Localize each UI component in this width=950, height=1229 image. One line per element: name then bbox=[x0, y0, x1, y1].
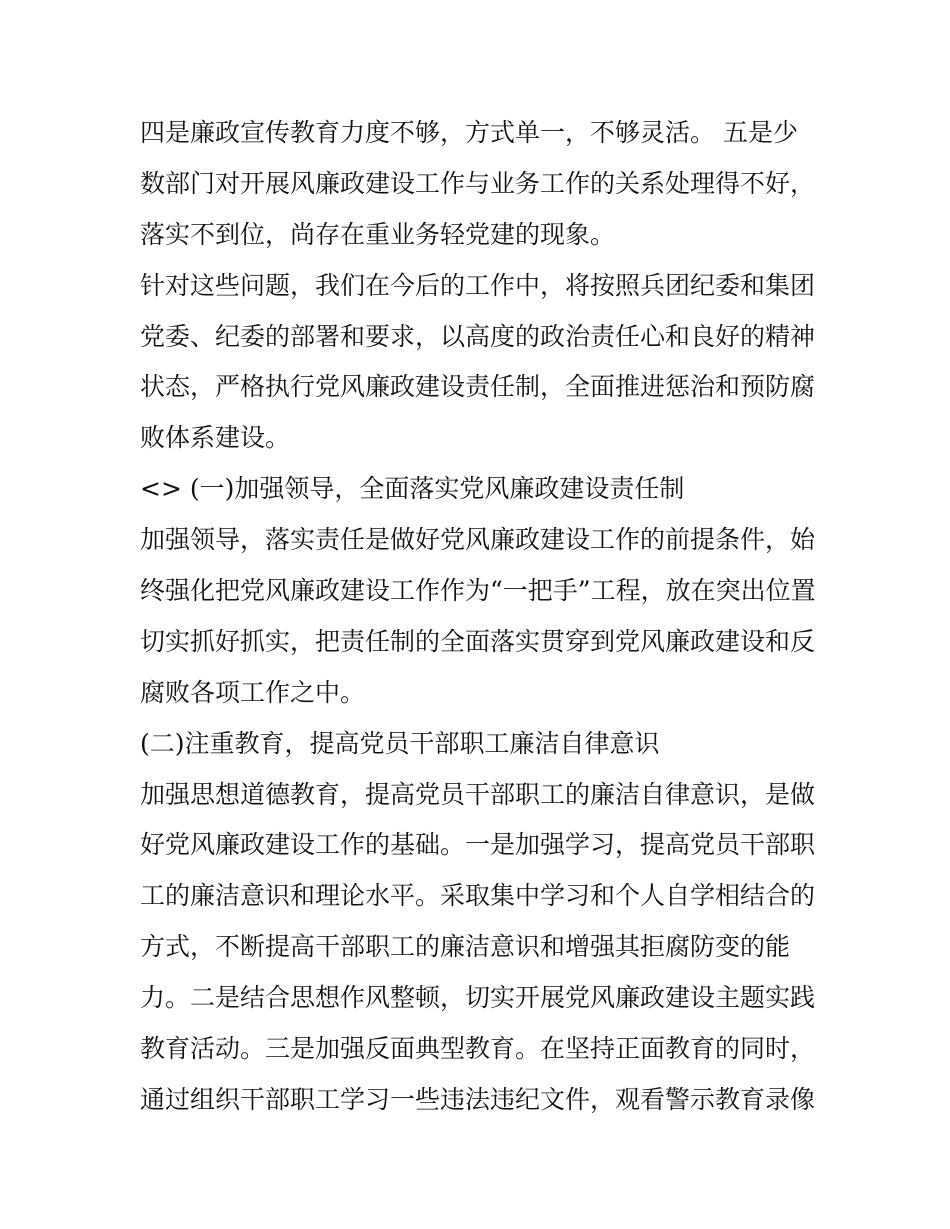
text-line: 力。二是结合思想作风整顿，切实开展党风廉政建设主题实践 bbox=[140, 983, 816, 1013]
text-line: 方式，不断提高干部职工的廉洁意识和增强其拒腐防变的能 bbox=[140, 932, 791, 962]
text-line: 通过组织干部职工学习一些违法违纪文件，观看警示教育录像 bbox=[140, 1084, 816, 1114]
text-line: 切实抓好抓实，把责任制的全面落实贯穿到党风廉政建设和反 bbox=[140, 626, 816, 656]
text-line: 四是廉政宣传教育力度不够，方式单一，不够灵活。 五是少 bbox=[140, 118, 798, 147]
text-line: 针对这些问题，我们在今后的工作中，将按照兵团纪委和集团 bbox=[140, 270, 816, 300]
text-line: 腐败各项工作之中。 bbox=[140, 677, 366, 707]
text-line: 状态，严格执行党风廉政建设责任制，全面推进惩治和预防腐 bbox=[140, 372, 816, 402]
document-body bbox=[140, 108, 820, 1126]
text-line: 工的廉洁意识和理论水平。采取集中学习和个人自学相结合的 bbox=[140, 881, 816, 911]
section-heading: <> (一)加强领导，全面落实党风廉政建设责任制 bbox=[140, 474, 685, 504]
text-line: 加强领导，落实责任是做好党风廉政建设工作的前提条件，始 bbox=[140, 525, 816, 555]
text-line: 终强化把党风廉政建设工作作为“一把手”工程，放在突出位置 bbox=[140, 576, 816, 606]
text-line: 加强思想道德教育，提高党员干部职工的廉洁自律意识，是做 bbox=[140, 779, 816, 809]
text-line: 数部门对开展风廉政建设工作与业务工作的关系处理得不好， bbox=[140, 168, 816, 198]
text-line: 教育活动。三是加强反面典型教育。在坚持正面教育的同时， bbox=[140, 1034, 816, 1064]
text-line: 落实不到位，尚存在重业务轻党建的现象。 bbox=[140, 219, 616, 249]
section-heading: (二)注重教育，提高党员干部职工廉洁自律意识 bbox=[140, 728, 660, 758]
text-line: 败体系建设。 bbox=[140, 423, 291, 453]
text-line: 党委、纪委的部署和要求，以高度的政治责任心和良好的精神 bbox=[140, 321, 816, 351]
text-line: 好党风廉政建设工作的基础。一是加强学习，提高党员干部职 bbox=[140, 830, 816, 860]
